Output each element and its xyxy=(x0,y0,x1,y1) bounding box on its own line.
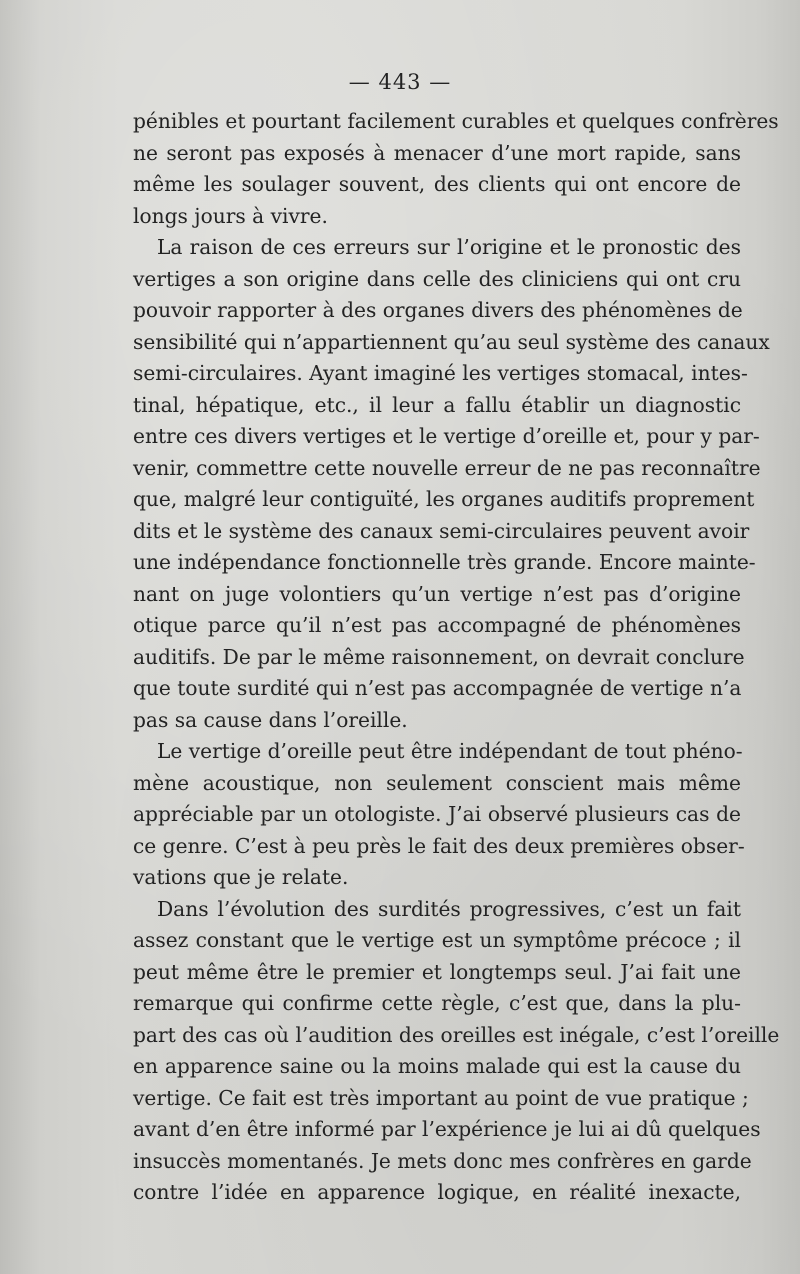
text-line: longs jours à vivre. xyxy=(133,203,328,228)
text-line: ce genre. C’est à peu près le fait des deux premières obser- xyxy=(133,833,745,858)
text-line: Le vertige d’oreille peut être indépendant de tout phéno- xyxy=(157,739,743,763)
text-line: appréciable par un otologiste. J’ai observé plusieurs cas de xyxy=(133,802,741,826)
text-line: même les soulager souvent, des clients qui ont encore de xyxy=(133,172,741,196)
text-line: que toute surdité qui n’est pas accompagnée de vertige n’a xyxy=(133,676,742,700)
text-line: que, malgré leur contiguïté, les organes auditifs proprement xyxy=(133,487,755,511)
text-line: tinal, hépatique, etc., il leur a fallu établir un diagnostic xyxy=(133,392,741,417)
page-number: — 443 — xyxy=(348,70,452,94)
text-line: assez constant que le vertige est un symptôme précoce ; il xyxy=(133,928,741,952)
text-line: nant on juge volontiers qu’un vertige n’est pas d’origine xyxy=(133,581,741,606)
text-line: une indépendance fonctionnelle très grande. Encore mainte- xyxy=(133,550,756,574)
text-line: vertiges a son origine dans celle des cliniciens qui ont cru xyxy=(133,266,741,291)
text-line: dits et le système des canaux semi-circulaires peuvent avoir xyxy=(133,518,750,543)
text-line: otique parce qu’il n’est pas accompagné de phénomènes xyxy=(133,613,741,637)
text-line: entre ces divers vertiges et le vertige d’oreille et, pour y par- xyxy=(133,424,760,448)
text-line: pénibles et pourtant facilement curables et quelques confrères xyxy=(133,109,779,133)
text-line: pouvoir rapporter à des organes divers des phénomènes de xyxy=(133,298,743,322)
text-line: part des cas où l’audition des oreilles est inégale, c’est l’oreille xyxy=(133,1022,780,1047)
text-line: pas sa cause dans l’oreille. xyxy=(133,707,408,732)
text-line: mène acoustique, non seulement conscient mais même xyxy=(133,770,741,795)
text-line: remarque qui confirme cette règle, c’est que, dans la plu- xyxy=(133,991,741,1015)
text-line: venir, commettre cette nouvelle erreur de ne pas reconnaître xyxy=(133,455,761,480)
text-line: auditifs. De par le même raisonnement, on devrait conclure xyxy=(133,644,745,669)
text-line: vertige. Ce fait est très important au point de vue pratique ; xyxy=(133,1085,749,1110)
text-line: La raison de ces erreurs sur l’origine et le pronostic des xyxy=(157,235,741,259)
text-line: avant d’en être informé par l’expérience je lui ai dû quelques xyxy=(133,1117,761,1141)
text-line: sensibilité qui n’appartiennent qu’au seul système des canaux xyxy=(133,329,770,354)
text-line: peut même être le premier et longtemps seul. J’ai fait une xyxy=(133,959,741,984)
body-text xyxy=(133,106,780,1209)
text-line: ne seront pas exposés à menacer d’une mort rapide, sans xyxy=(133,140,741,165)
text-line: Dans l’évolution des surdités progressives, c’est un fait xyxy=(157,896,741,921)
text-line: contre l’idée en apparence logique, en réalité inexacte, xyxy=(133,1180,741,1204)
text-line: vations que je relate. xyxy=(133,865,349,889)
text-line: en apparence saine ou la moins malade qui est la cause du xyxy=(133,1054,741,1078)
text-line: semi-circulaires. Ayant imaginé les vertiges stomacal, intes- xyxy=(133,361,748,385)
text-line: insuccès momentanés. Je mets donc mes confrères en garde xyxy=(133,1148,752,1173)
